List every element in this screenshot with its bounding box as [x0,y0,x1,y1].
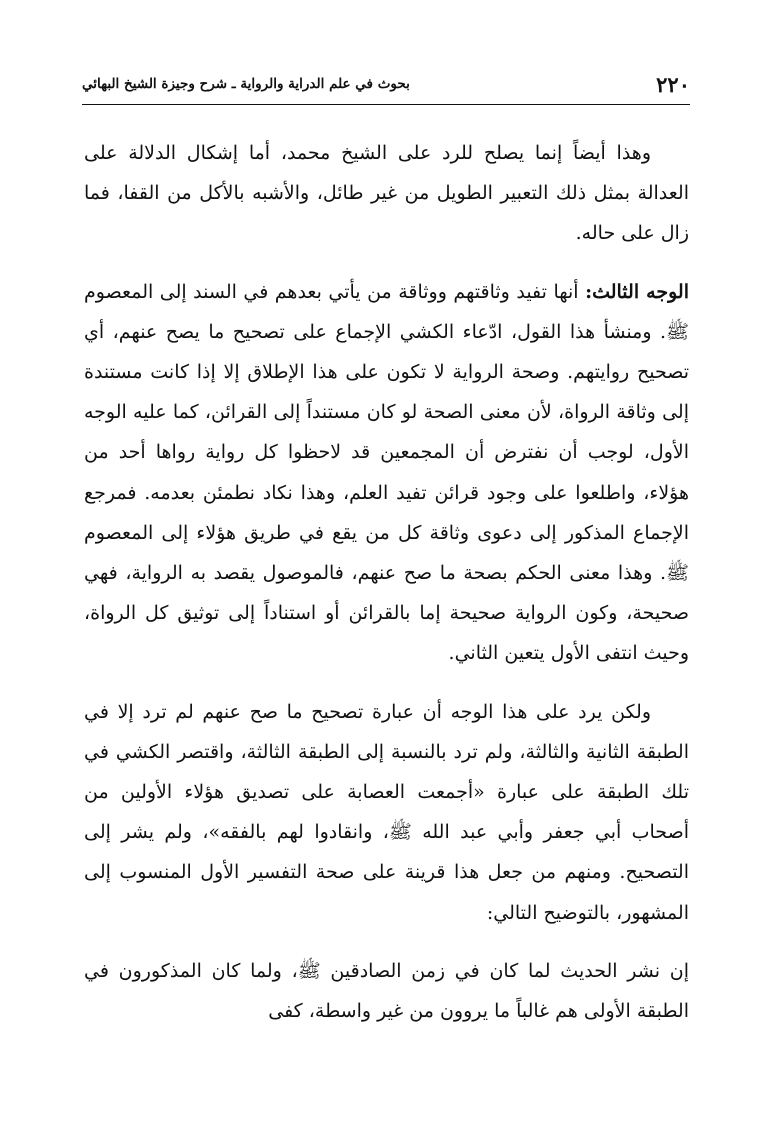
section-heading: الوجه الثالث: [585,280,689,303]
header-divider [82,104,690,105]
page-number: ٢٢٠ [656,72,690,97]
paragraph: إن نشر الحديث لما كان في زمن الصادقين ﷺ، ولما كان المذكورون في الطبقة الأولى هم غالباً ما يروون من غير واسطة، كفى [84,959,689,1023]
paragraph-text: أنها تفيد وثاقتهم ووثاقة من يأتي بعدهم في السند إلى المعصوم ﷺ. ومنشأ هذا القول، ادّعاء الكشي الإجماع على تصحيح ما يصح عنهم، أي تصحيح روايتهم. وصحة الرواية لا تكون على هذا الإطلاق إلا إذا كانت مستندة إلى وثاقة الرواة، لأن معنى الصحة لو كان مستنداً إلى القرائن، كما عليه الوجه الأول، لوجب أن نفترض أن المجمعين قد لاحظوا كل رواية رواها أحد من هؤلاء، واطلعوا على وجود قرائن تفيد العلم، وهذا نكاد نطمئن بعدمه. فمرجع الإجماع المذكور إلى دعوى وثاقة كل من يقع في طريق هؤلاء إلى المعصوم ﷺ. وهذا معنى الحكم بصحة ما صح عنهم، فالموصول يقصد به الرواية، فهي صحيحة، وكون الرواية صحيحة إما بالقرائن أو استناداً إلى توثيق كل الرواة، وحيث انتفى الأول يتعين الثاني. [84,280,689,665]
paragraph: ولكن يرد على هذا الوجه أن عبارة تصحيح ما صح عنهم لم ترد إلا في الطبقة الثانية والثالثة، ولم ترد بالنسبة إلى الطبقة الثالثة، واقتصر الكشي في تلك الطبقة على عبارة «أجمعت العصابة على تصديق هؤلاء الأولين من أصحاب أبي جعفر وأبي عبد الله ﷺ، وانقادوا لهم بالفقه»، ولم يشر إلى التصحيح. ومنهم من جعل هذا قرينة على صحة التفسير الأول المنسوب إلى المشهور، بالتوضيح التالي: [84,700,689,924]
paragraph: وهذا أيضاً إنما يصلح للرد على الشيخ محمد، أما إشكال الدلالة على العدالة بمثل ذلك التعبير الطويل من غير طائل، والأشبه بالأكل من القفا، فما زال على حاله. [84,142,689,245]
running-title: بحوث في علم الدراية والرواية ـ شرح وجيزة الشيخ البهائي [82,76,410,92]
page-body [84,133,689,1049]
page-header [82,70,690,104]
paragraph [84,272,689,674]
